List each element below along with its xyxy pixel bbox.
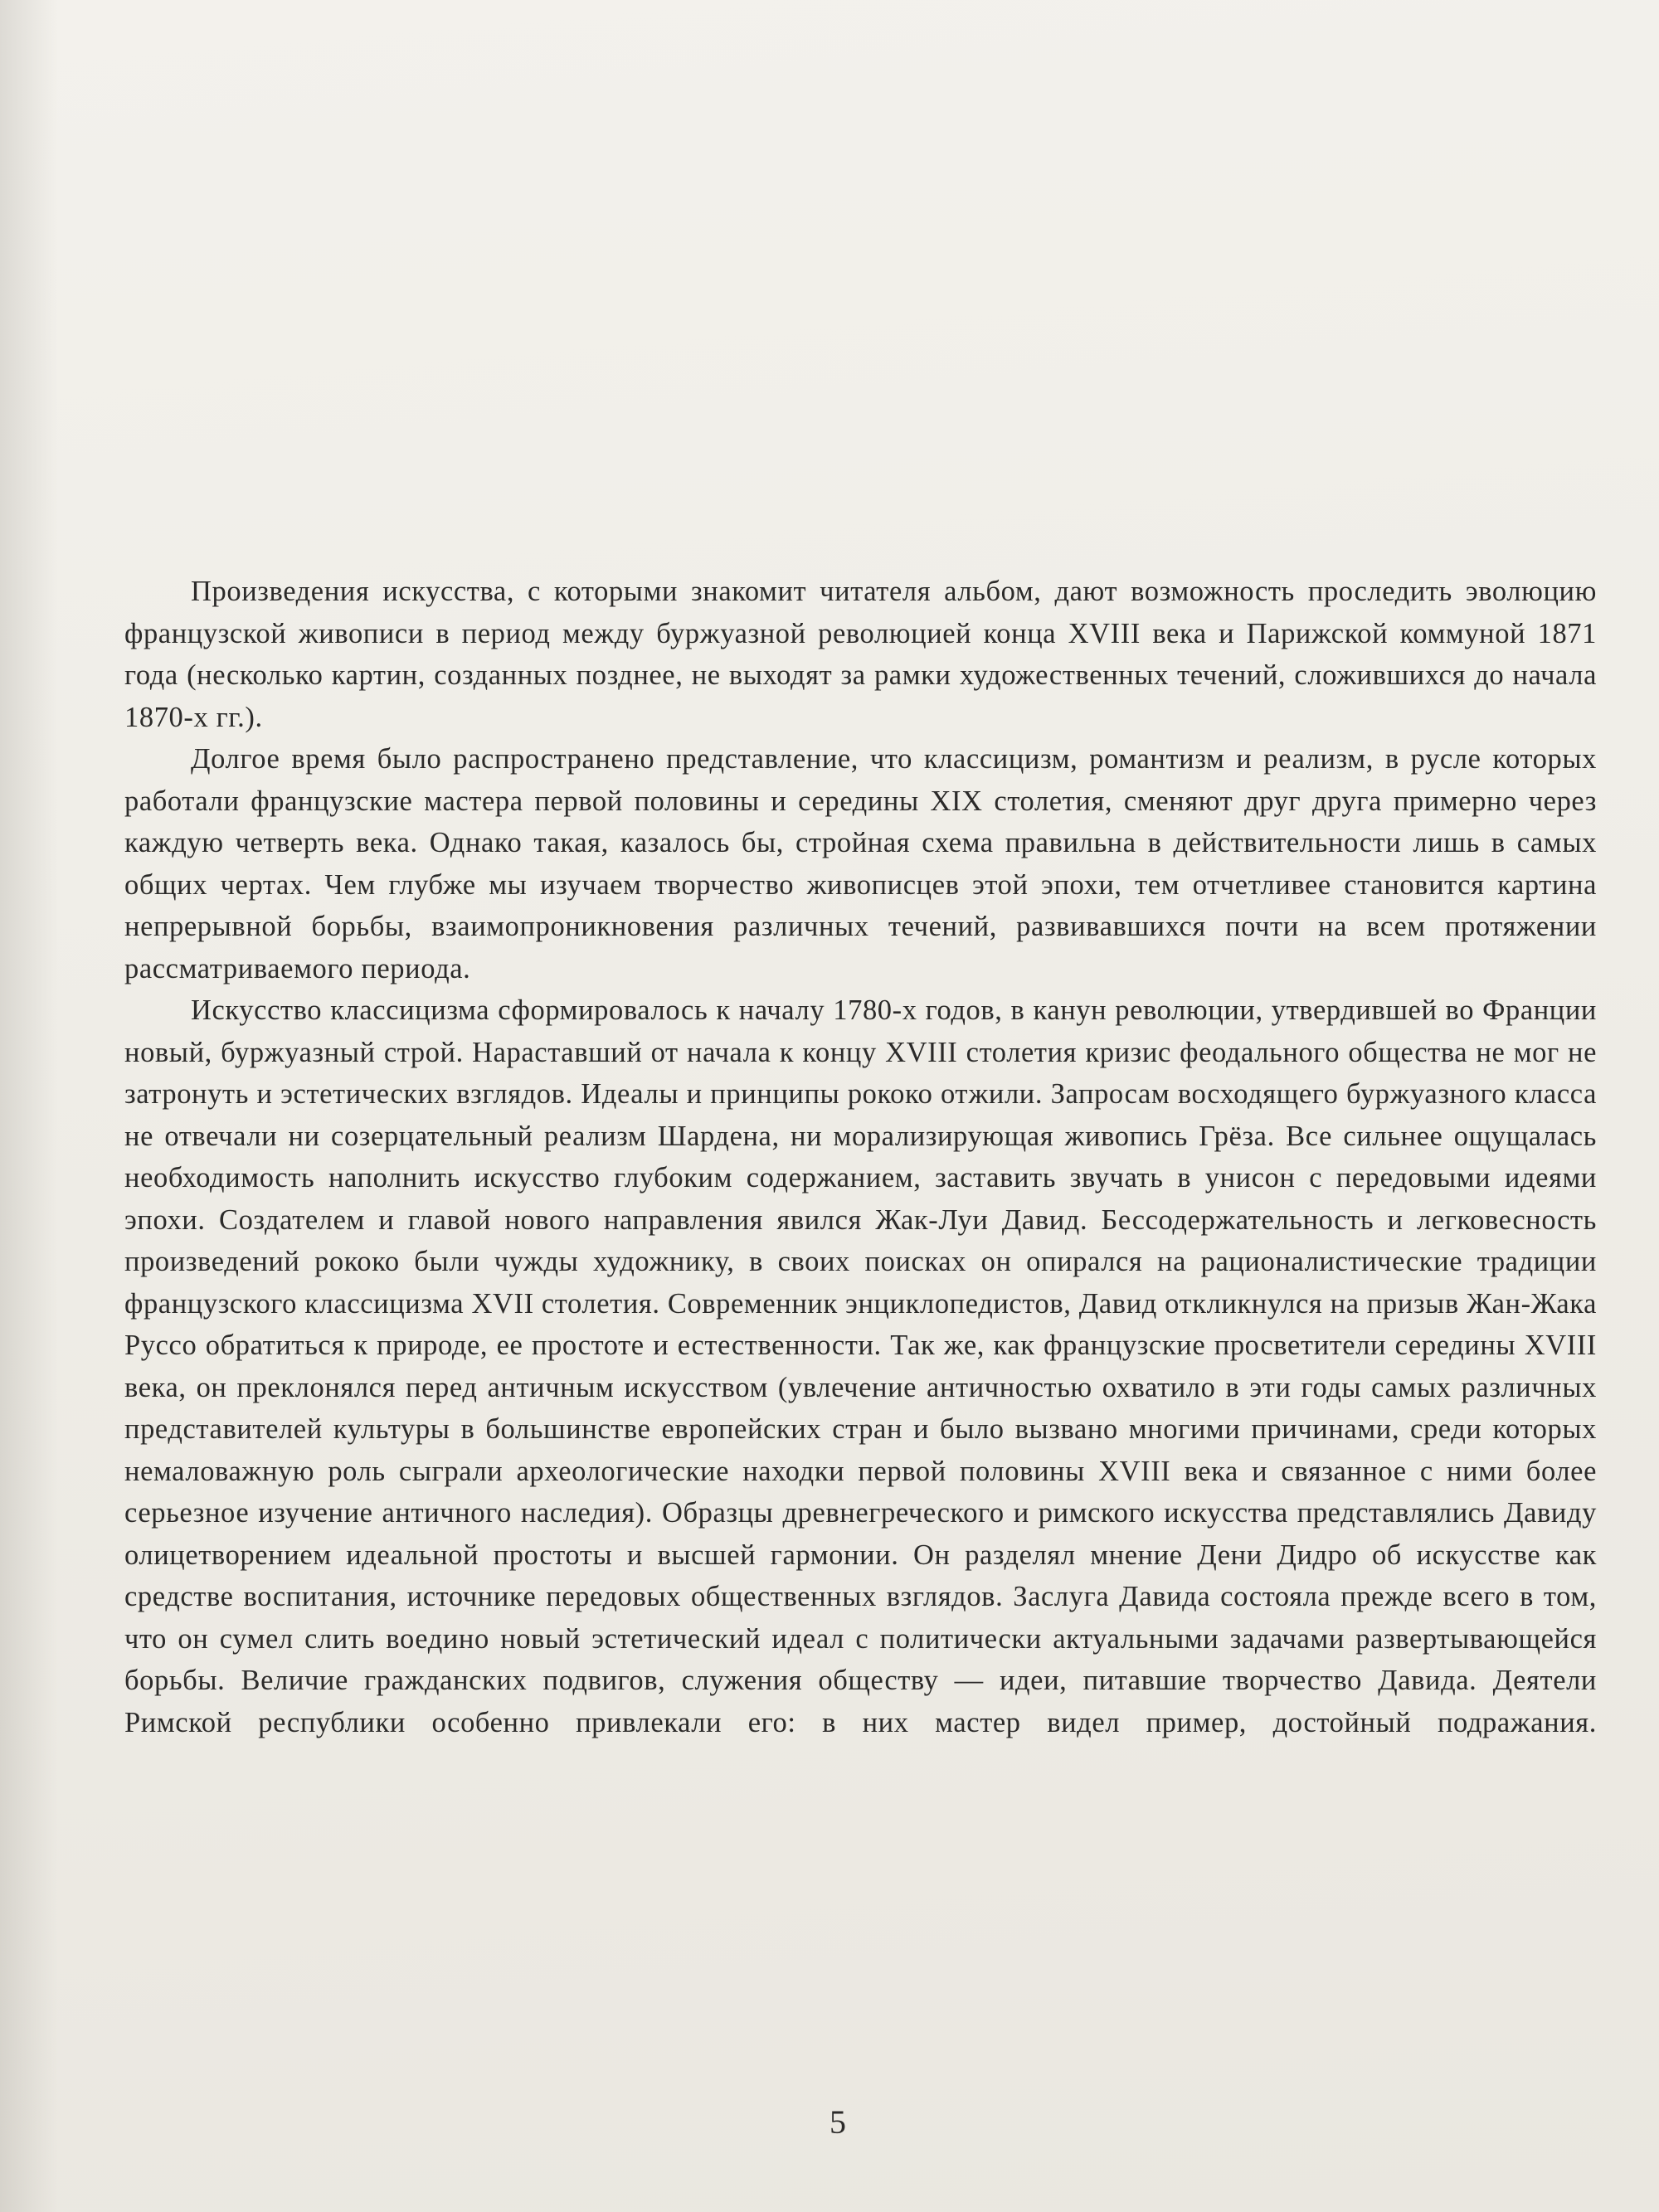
page-number: 5: [830, 2103, 846, 2141]
page-gutter-shadow: [0, 0, 58, 2212]
paragraph-2: Долгое время было распространено представление, что классицизм, романтизм и реализм, в русле которых работали французские мастера первой половины и середины XIX столетия, сменяют друг друга примерно через каждую четверть века. Однако такая, казалось бы, стройная схема правильна в действительности лишь в самых общих чертах. Чем глубже мы изучаем творчество живописцев этой эпохи, тем отчетливее становится картина непрерывной борьбы, взаимопроникновения различных течений, развивавшихся почти на всем протяжении рассматриваемого периода.: [124, 743, 1597, 984]
paragraph-1: Произведения искусства, с которыми знакомит читателя альбом, дают возможность проследить эволюцию французской живописи в период между буржуазной революцией конца XVIII века и Парижской коммуной 1871 года (несколько картин, созданных позднее, не выходят за рамки художественных течений, сложившихся до начала 1870-х гг.).: [124, 576, 1597, 733]
paragraph-3: Искусство классицизма сформировалось к началу 1780-х годов, в канун революции, утвердившей во Франции новый, буржуазный строй. Нараставший от начала к концу XVIII столетия кризис феодального общества не мог не затронуть и эстетических взглядов. Идеалы и принципы рококо отжили. Запросам восходящего буржуазного класса не отвечали ни созерцательный реализм Шардена, ни морализирующая живопись Грёза. Все сильнее ощущалась необходимость наполнить искусство глубоким содержанием, заставить звучать в унисон с передовыми идеями эпохи. Создателем и главой нового направления явился Жак-Луи Давид. Бессодержательность и легковесность произведений рококо были чужды художнику, в своих поисках он опирался на рационалистические традиции французского классицизма XVII столетия. Современник энциклопедистов, Давид откликнулся на призыв Жан-Жака Руссо обратиться к природе, ее простоте и естественности. Так же, как французские просветители середины XVIII века, он преклонялся перед античным искусством (увлечение античностью охватило в эти годы самых различных представителей культуры в большинстве европейских стран и было вызвано многими причинами, среди которых немаловажную роль сыграли археологические находки первой половины XVIII века и связанное с ними более серьезное изучение античного наследия). Образцы древнегреческого и римского искусства представлялись Давиду олицетворением идеальной простоты и высшей гармонии. Он разделял мнение Дени Дидро об искусстве как средстве воспитания, источнике передовых общественных взглядов. Заслуга Давида состояла прежде всего в том, что он сумел слить воедино новый эстетический идеал с политически актуальными задачами развертывающейся борьбы. Величие гражданских подвигов, служения обществу — идеи, питавшие творчество Давида. Деятели Римской республики особенно привлекали его: в них мастер видел пример, достойный подражания.: [124, 994, 1597, 1738]
body-text: [124, 571, 1597, 1743]
